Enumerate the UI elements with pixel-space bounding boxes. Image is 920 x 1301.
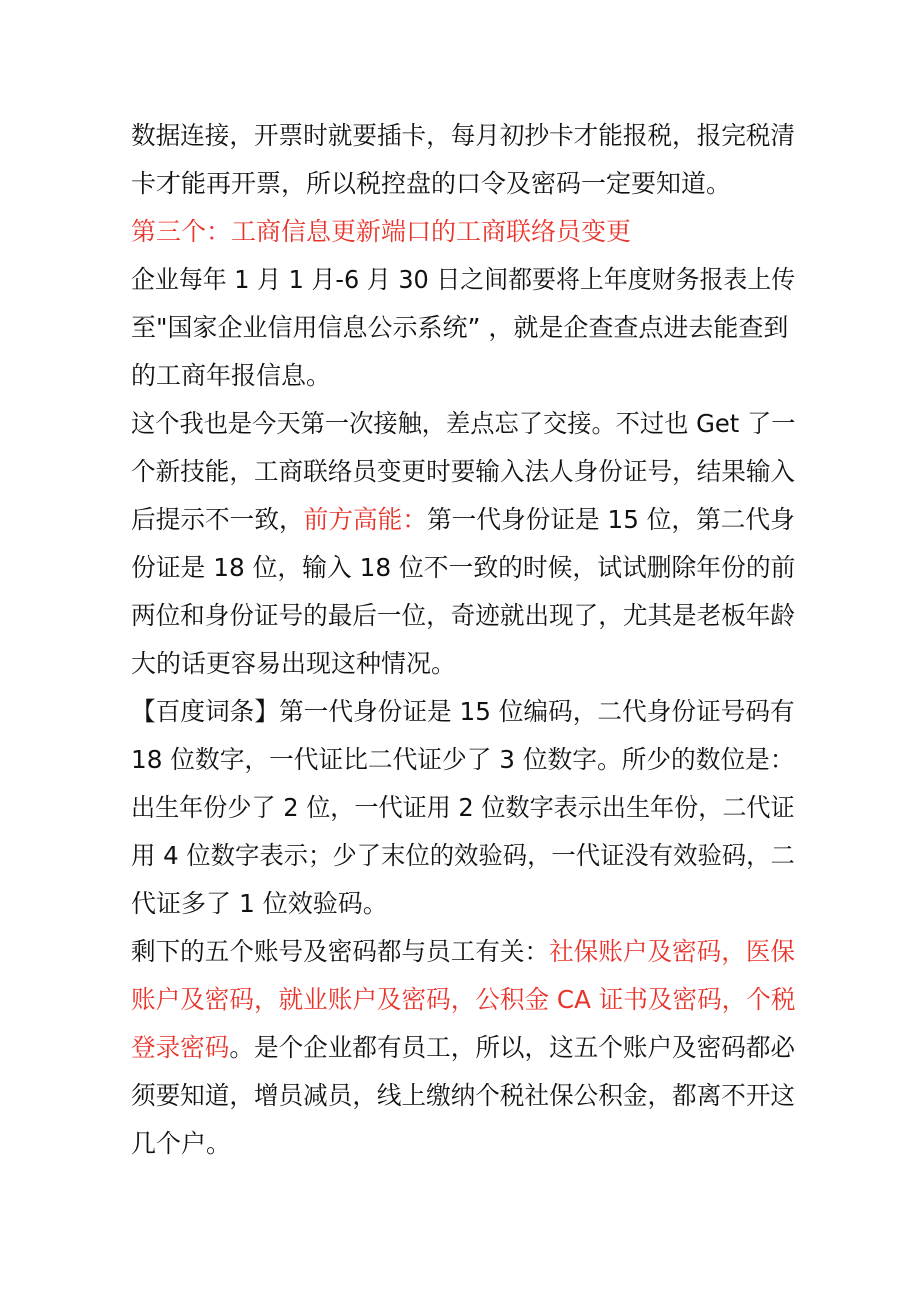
text-line <box>131 116 795 156</box>
text-line <box>131 884 795 924</box>
highlighted-text: 社保账户及密码，医保 <box>549 937 795 966</box>
body-text: 数据连接，开票时就要插卡，每月初抄卡才能报税，报完税清 <box>131 121 795 150</box>
body-text: 剩下的五个账号及密码都与员工有关： <box>131 937 550 966</box>
body-text: 大的话更容易出现这种情况。 <box>131 649 457 678</box>
text-line <box>131 596 795 636</box>
highlighted-text: 登录密码 <box>131 1033 230 1062</box>
body-text: 这个我也是今天第一次接触，差点忘了交接。不过也 Get 了一 <box>131 409 795 438</box>
text-line <box>131 740 795 780</box>
body-text: 卡才能再开票，所以税控盘的口令及密码一定要知道。 <box>131 169 732 198</box>
highlighted-text: 第三个：工商信息更新端口的工商联络员变更 <box>131 217 632 246</box>
body-text: 份证是 18 位，输入 18 位不一致的时候，试试删除年份的前 <box>131 553 795 582</box>
text-line <box>131 548 795 588</box>
body-text: 须要知道，增员减员，线上缴纳个税社保公积金，都离不开这 <box>131 1081 795 1110</box>
body-text: 第一代身份证是 15 位，第二代身 <box>427 505 795 534</box>
text-line <box>131 932 795 972</box>
text-line <box>131 644 795 684</box>
body-text: 两位和身份证号的最后一位，奇迹就出现了，尤其是老板年龄 <box>131 601 795 630</box>
text-line <box>131 980 795 1020</box>
body-text: 代证多了 1 位效验码。 <box>131 889 388 918</box>
text-line <box>131 1028 795 1068</box>
text-line <box>131 1076 795 1116</box>
text-line <box>131 260 795 300</box>
text-line <box>131 1124 795 1164</box>
highlighted-text: 账户及密码，就业账户及密码，公积金 CA 证书及密码，个税 <box>131 985 795 1014</box>
body-text: 18 位数字，一代证比二代证少了 3 位数字。所少的数位是： <box>131 745 795 774</box>
text-line <box>131 452 795 492</box>
body-text: 【百度词条】第一代身份证是 15 位编码，二代身份证号码有 <box>131 697 795 726</box>
body-text: 后提示不一致， <box>131 505 304 534</box>
highlighted-text: 前方高能： <box>303 505 428 534</box>
text-line <box>131 164 795 204</box>
body-text: 的工商年报信息。 <box>131 361 332 390</box>
body-text: 企业每年 1 月 1 月-6 月 30 日之间都要将上年度财务报表上传 <box>131 265 795 294</box>
text-line <box>131 308 795 348</box>
body-text: 至"国家企业信用信息公示系统” ，就是企查查点进去能查到 <box>131 313 789 342</box>
body-text: 个新技能，工商联络员变更时要输入法人身份证号，结果输入 <box>131 457 795 486</box>
text-line <box>131 212 795 252</box>
text-line <box>131 788 795 828</box>
body-text: 几个户。 <box>131 1129 232 1158</box>
text-line <box>131 356 795 396</box>
text-line <box>131 404 795 444</box>
text-line <box>131 500 795 540</box>
body-text: 出生年份少了 2 位，一代证用 2 位数字表示出生年份，二代证 <box>131 793 795 822</box>
body-text: 。是个企业都有员工，所以，这五个账户及密码都必 <box>229 1033 795 1062</box>
text-line <box>131 692 795 732</box>
text-line <box>131 836 795 876</box>
body-text: 用 4 位数字表示；少了末位的效验码，一代证没有效验码，二 <box>131 841 795 870</box>
